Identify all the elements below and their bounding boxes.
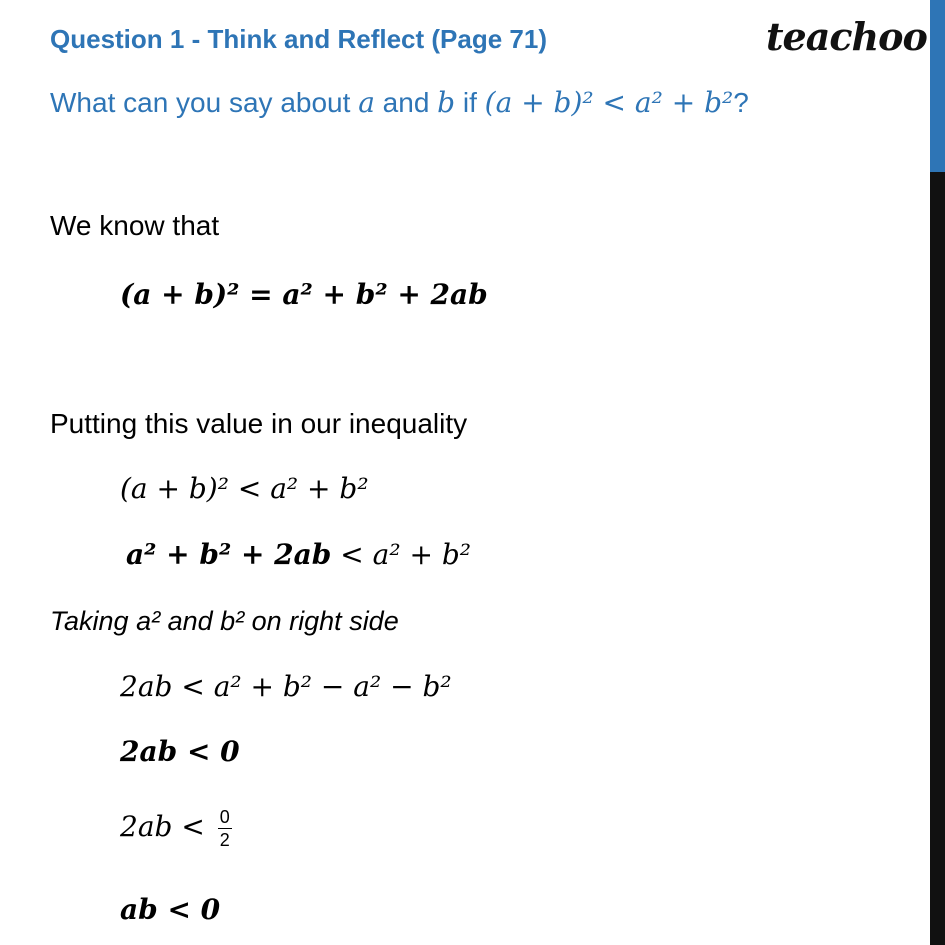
step2-rest-part: < a² + b²	[331, 538, 471, 571]
teachoo-logo: teachoo	[766, 14, 927, 59]
step5-numerator: 0	[219, 807, 230, 827]
question-text	[50, 86, 749, 119]
step1-equation: (a + b)² < a² + b²	[120, 472, 369, 505]
step2-bold-part: a² + b² + 2ab	[126, 538, 332, 571]
putting-text: Putting this value in our inequality	[50, 408, 468, 439]
step6-equation: ab < 0	[120, 893, 221, 926]
step2-equation	[126, 538, 471, 571]
question-heading: Question 1 - Think and Reflect (Page 71)	[50, 24, 547, 54]
step4-equation: 2ab < 0	[120, 735, 240, 768]
we-know-text: We know that	[50, 210, 220, 241]
step5-equation	[120, 808, 232, 849]
question-inequality: (a + b)² < a² + b²	[484, 86, 734, 119]
question-suffix: ?	[733, 87, 749, 118]
question-var-b: b	[437, 86, 456, 119]
identity-equation: (a + b)² = a² + b² + 2ab	[120, 278, 488, 311]
step3-equation: 2ab < a² + b² − a² − b²	[120, 670, 452, 703]
question-and: and	[374, 87, 438, 118]
taking-note: Taking a² and b² on right side	[50, 606, 399, 636]
question-prefix: What can you say about	[50, 87, 359, 118]
question-if: if	[455, 87, 485, 118]
step5-fraction	[218, 808, 232, 849]
scrollbar-thumb[interactable]	[930, 0, 945, 172]
step5-lhs: 2ab <	[120, 810, 205, 843]
step5-denominator: 2	[219, 830, 230, 850]
question-var-a: a	[358, 86, 375, 119]
